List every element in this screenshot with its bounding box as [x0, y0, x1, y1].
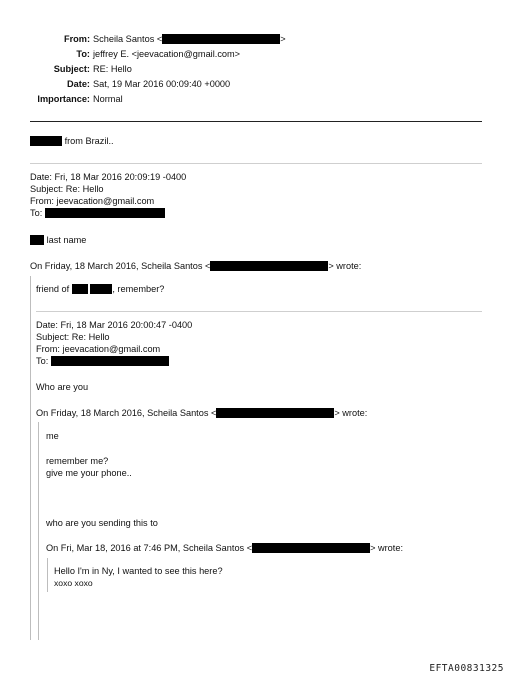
me-line: me	[46, 431, 59, 441]
redaction	[30, 136, 62, 146]
redaction	[90, 284, 112, 294]
importance-value: Normal	[93, 94, 123, 104]
text: On Friday, 18 March 2016, Scheila Santos <	[36, 408, 217, 418]
document-id: EFTA00831325	[429, 663, 504, 674]
message-divider	[30, 163, 482, 164]
from-value	[93, 34, 286, 45]
body-line-from-brazil	[30, 136, 114, 147]
quote-bar-level3	[47, 558, 48, 592]
message-divider	[36, 311, 482, 312]
date-value: Sat, 19 Mar 2016 00:09:40 +0000	[93, 79, 231, 89]
to-text: To:	[36, 356, 49, 366]
friend-line	[36, 284, 164, 295]
msg2-date: Date: Fri, 18 Mar 2016 20:00:47 -0400	[36, 320, 193, 330]
wrote: > wrote:	[334, 408, 368, 418]
to-label: To:	[76, 49, 90, 59]
msg1-subject: Subject: Re: Hello	[30, 184, 104, 194]
redaction	[72, 284, 88, 294]
wrote: > wrote:	[328, 261, 362, 271]
quote2-attribution	[36, 408, 367, 419]
hello-line: Hello I'm in Ny, I wanted to see this here?	[54, 566, 223, 576]
text: , remember?	[112, 284, 165, 294]
last-name-line	[30, 235, 86, 246]
who-are-you: Who are you	[36, 382, 89, 392]
from-name: Scheila Santos <	[93, 34, 163, 44]
from-close: >	[280, 34, 286, 44]
text: On Fri, Mar 18, 2016 at 7:46 PM, Scheila Santos <	[46, 543, 253, 553]
quote1-attribution	[30, 261, 361, 272]
phone-line: give me your phone..	[46, 468, 132, 478]
quote-bar-level1	[30, 276, 31, 640]
redaction	[216, 408, 334, 418]
msg1-from: From: jeevacation@gmail.com	[30, 196, 155, 206]
quote-bar-level2	[38, 422, 39, 640]
wrote: > wrote:	[370, 543, 403, 553]
text: last name	[46, 235, 87, 245]
redaction	[45, 208, 165, 218]
subject-label: Subject:	[53, 64, 90, 74]
msg2-from: From: jeevacation@gmail.com	[36, 344, 161, 354]
to-value: jeffrey E. <jeevacation@gmail.com>	[93, 49, 241, 59]
text: friend of	[36, 284, 70, 294]
redaction	[210, 261, 328, 271]
redaction	[162, 34, 280, 44]
date-label: Date:	[67, 79, 90, 89]
subject-value: RE: Hello	[93, 64, 132, 74]
redaction	[30, 235, 44, 245]
text: from Brazil..	[64, 136, 114, 146]
remember-line: remember me?	[46, 456, 109, 466]
msg1-date: Date: Fri, 18 Mar 2016 20:09:19 -0400	[30, 172, 187, 182]
text: On Friday, 18 March 2016, Scheila Santos <	[30, 261, 211, 271]
msg1-to	[30, 208, 165, 219]
quote3-attribution	[46, 543, 403, 554]
msg2-subject: Subject: Re: Hello	[36, 332, 110, 342]
from-label: From:	[63, 34, 90, 44]
header-divider	[30, 121, 482, 122]
redaction	[252, 543, 370, 553]
sending-line: who are you sending this to	[46, 518, 158, 528]
msg2-to	[36, 356, 169, 367]
redaction	[51, 356, 169, 366]
importance-label: Importance:	[37, 94, 90, 104]
to-text: To:	[30, 208, 43, 218]
xoxo-line: xoxo xoxo	[54, 578, 93, 588]
